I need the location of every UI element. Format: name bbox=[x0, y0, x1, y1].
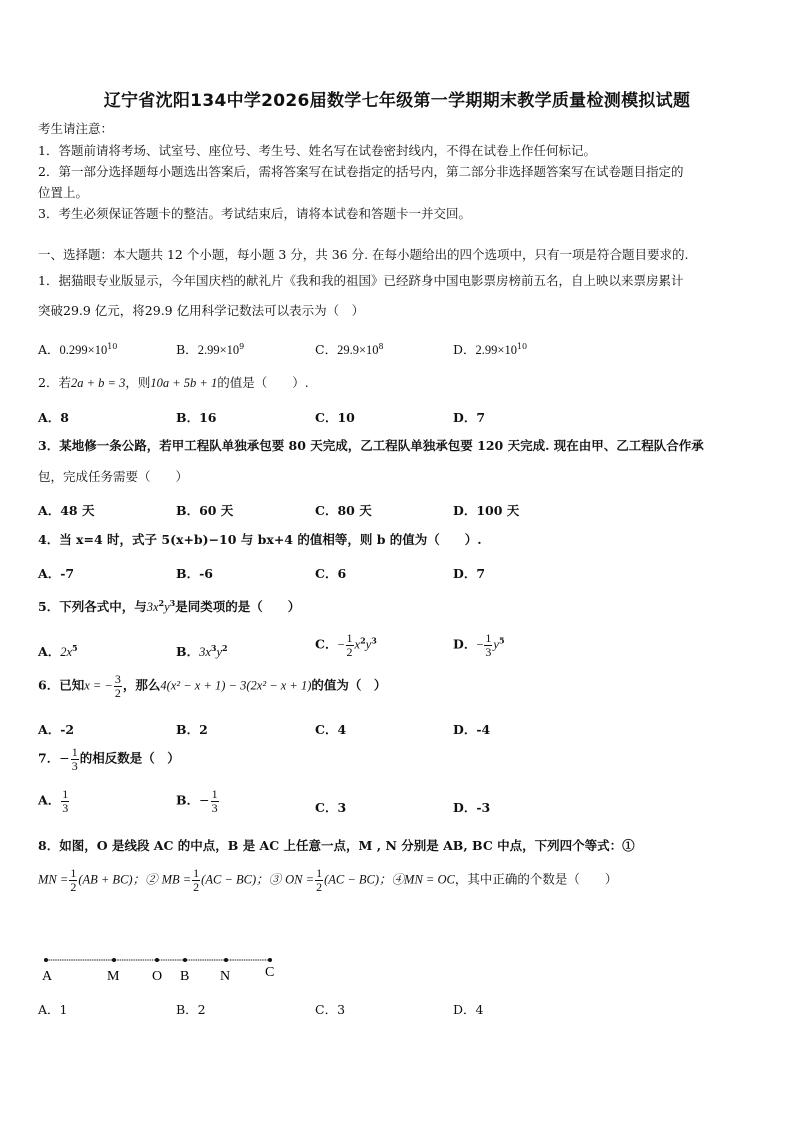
option-label: D． bbox=[453, 636, 477, 652]
q3-text-1: 3．某地修一条公路，若甲工程队单独承包要 80 天完成，乙工程队单独承包要 120 天完成. 现在由甲、乙工程队合作承 bbox=[38, 438, 704, 453]
fraction bbox=[484, 632, 492, 658]
exponent: 2 bbox=[222, 643, 228, 653]
q8-text-2 bbox=[38, 867, 617, 893]
option-label: D． bbox=[453, 342, 476, 357]
option-value: y bbox=[216, 645, 223, 659]
q8-option-c: C．3 bbox=[315, 1002, 346, 1017]
point-label-a: A bbox=[42, 969, 53, 984]
numerator: 3 bbox=[114, 672, 121, 686]
fraction bbox=[114, 673, 122, 699]
exponent: 2 bbox=[158, 598, 165, 608]
q4-option-d: D．7 bbox=[453, 566, 486, 581]
numerator: 1 bbox=[346, 631, 353, 645]
q1-text-1: 1．据猫眼专业版显示，今年国庆档的献礼片《我和我的祖国》已经跻身中国电影票房榜前五名，自上映以来票房累计 bbox=[38, 273, 684, 288]
q1-option-c bbox=[315, 340, 384, 358]
option-value: 2x bbox=[60, 645, 73, 659]
q2-expression: 10a + 5b + 1 bbox=[150, 376, 218, 390]
q2-suffix: 的值是（ ）. bbox=[217, 375, 309, 390]
q7-suffix: 的相反数是（ ） bbox=[79, 750, 180, 766]
point-c-dot bbox=[268, 958, 272, 962]
option-value: x bbox=[354, 637, 361, 652]
point-label-o: O bbox=[152, 969, 163, 984]
point-label-c: C bbox=[265, 965, 275, 980]
point-label-n: N bbox=[220, 969, 231, 984]
equation-1-rhs: (AB + BC)；② bbox=[78, 872, 158, 887]
q2-mid: ，则 bbox=[125, 375, 151, 390]
point-n-dot bbox=[224, 958, 228, 962]
option-value: 2.99×10 bbox=[475, 343, 517, 357]
option-label: B． bbox=[176, 644, 200, 659]
q4-option-b: B．-6 bbox=[176, 566, 213, 581]
q7-option-a bbox=[38, 788, 70, 814]
numerator: 1 bbox=[193, 866, 200, 880]
option-label: B． bbox=[176, 792, 200, 808]
q6-text bbox=[38, 673, 386, 699]
point-label-b: B bbox=[180, 969, 190, 984]
notice-item-2: 2．第一部分选择题每小题选出答案后，需将答案写在试卷指定的括号内，第二部分非选择题答案写在试卷题目指定的 bbox=[38, 164, 684, 179]
exponent: 2 bbox=[360, 635, 366, 646]
line-segment-figure bbox=[30, 950, 290, 990]
equation-4: MN = OC bbox=[404, 872, 455, 887]
minus-sign: − bbox=[199, 792, 210, 808]
point-m-dot bbox=[112, 958, 116, 962]
notice-item-2-cont: 位置上。 bbox=[38, 185, 89, 200]
q4-option-c: C．6 bbox=[315, 566, 347, 581]
q1-option-a bbox=[38, 340, 117, 358]
q7-option-d: D．-3 bbox=[453, 800, 491, 815]
q4-text: 4．当 x=4 时，式子 5(x+b)−10 与 bx+4 的值相等，则 b 的值为（ ）. bbox=[38, 532, 482, 547]
fraction bbox=[192, 867, 200, 893]
exponent: 10 bbox=[107, 342, 118, 351]
numerator: 1 bbox=[485, 631, 492, 645]
q3-option-d: D．100 天 bbox=[453, 503, 520, 518]
q6-option-d: D．-4 bbox=[453, 722, 491, 737]
q5-option-a bbox=[38, 642, 78, 660]
option-label: C． bbox=[315, 342, 338, 357]
denominator: 3 bbox=[211, 800, 218, 815]
equation-3-lhs: ON = bbox=[285, 872, 315, 887]
q6-suffix: 的值为（ ） bbox=[311, 677, 387, 693]
q3-text-2: 包，完成任务需要（ ） bbox=[38, 469, 189, 484]
q5-term-y: y bbox=[164, 600, 170, 614]
q6-option-b: B．2 bbox=[176, 722, 208, 737]
q7-option-b bbox=[176, 788, 220, 814]
exponent: 9 bbox=[239, 342, 245, 351]
option-value: 2.99×10 bbox=[197, 343, 240, 357]
q5-prefix: 5．下列各式中，与 bbox=[38, 599, 147, 614]
exponent: 3 bbox=[210, 643, 217, 653]
q8-option-b: B．2 bbox=[176, 1002, 206, 1017]
minus-sign: − bbox=[59, 750, 70, 766]
option-value: y bbox=[365, 637, 372, 652]
q8-suffix: ，其中正确的个数是（ ） bbox=[454, 871, 618, 887]
equation-2-lhs: MB = bbox=[161, 872, 192, 887]
option-label: A． bbox=[38, 792, 61, 808]
point-o-dot bbox=[155, 958, 159, 962]
q2-option-b: B．16 bbox=[176, 410, 217, 425]
option-label: A． bbox=[38, 342, 60, 357]
q5-text bbox=[38, 599, 300, 615]
q6-mid: ，那么 bbox=[122, 677, 161, 693]
q1-text-2: 突破29.9 亿元，将29.9 亿用科学记数法可以表示为（ ） bbox=[38, 303, 365, 318]
notice-item-3: 3．考生必须保证答题卡的整洁。考试结束后，请将本试卷和答题卡一并交回。 bbox=[38, 206, 471, 221]
option-value: 29.9×10 bbox=[337, 343, 379, 357]
fraction bbox=[69, 867, 77, 893]
numerator: 1 bbox=[70, 866, 77, 880]
page-title: 辽宁省沈阳134中学2026届数学七年级第一学期期末教学质量检测模拟试题 bbox=[103, 91, 691, 111]
exponent: 5 bbox=[72, 643, 78, 653]
q7-option-c: C．3 bbox=[315, 800, 347, 815]
q1-option-d bbox=[453, 340, 527, 358]
denominator: 2 bbox=[346, 644, 353, 659]
numerator: 1 bbox=[71, 745, 78, 759]
q2-option-d: D．7 bbox=[453, 410, 486, 425]
fraction bbox=[71, 746, 79, 772]
fraction bbox=[315, 867, 323, 893]
option-value: 0.299×10 bbox=[59, 343, 108, 357]
equation-2-rhs: (AC − BC)；③ bbox=[201, 872, 282, 887]
numerator: 1 bbox=[211, 787, 218, 801]
minus-sign: − bbox=[337, 637, 345, 652]
notice-item-1: 1．答题前请将考场、试室号、座位号、考生号、姓名写在试卷密封线内，不得在试卷上作任何标记。 bbox=[38, 143, 596, 158]
q5-option-d bbox=[453, 632, 505, 658]
option-label: B． bbox=[176, 342, 198, 357]
point-a-dot bbox=[44, 958, 48, 962]
q6-option-a: A．-2 bbox=[38, 722, 75, 737]
q6-x-equals: x = − bbox=[84, 678, 113, 693]
option-label: C． bbox=[315, 636, 338, 652]
q2-option-a: A．8 bbox=[38, 410, 69, 425]
q5-suffix: 是同类项的是（ ） bbox=[175, 599, 301, 614]
equation-3-rhs: (AC − BC)；④ bbox=[324, 872, 405, 887]
denominator: 2 bbox=[114, 685, 121, 700]
q3-option-b: B．60 天 bbox=[176, 503, 234, 518]
denominator: 3 bbox=[71, 758, 78, 773]
option-value: y bbox=[493, 637, 499, 652]
minus-sign: − bbox=[476, 637, 484, 652]
q2-condition: 2a + b = 3 bbox=[70, 376, 126, 390]
exponent: 3 bbox=[371, 635, 377, 646]
exponent: 5 bbox=[498, 635, 505, 646]
denominator: 2 bbox=[70, 879, 77, 894]
q3-option-c: C．80 天 bbox=[315, 503, 372, 518]
q6-expression: 4(x² − x + 1) − 3(2x² − x + 1) bbox=[160, 678, 312, 693]
option-label: A． bbox=[38, 644, 61, 659]
q7-prefix: 7． bbox=[38, 750, 60, 766]
point-label-m: M bbox=[107, 969, 120, 984]
fraction bbox=[346, 632, 354, 658]
numerator: 1 bbox=[316, 866, 323, 880]
numerator: 1 bbox=[62, 787, 69, 801]
option-value: 3x bbox=[199, 645, 211, 659]
q2-text bbox=[38, 375, 309, 391]
q3-option-a: A．48 天 bbox=[38, 503, 95, 518]
q8-option-d: D．4 bbox=[453, 1002, 484, 1017]
denominator: 3 bbox=[485, 644, 492, 659]
q5-term: 3x bbox=[146, 600, 159, 614]
q4-option-a: A．-7 bbox=[38, 566, 75, 581]
q5-option-b bbox=[176, 642, 228, 660]
denominator: 2 bbox=[316, 879, 323, 894]
exponent: 8 bbox=[378, 342, 384, 351]
notice-heading: 考生请注意： bbox=[38, 121, 114, 136]
q2-option-c: C．10 bbox=[315, 410, 355, 425]
section-heading: 一、选择题：本大题共 12 个小题，每小题 3 分，共 36 分. 在每小题给出的四个选项中，只有一项是符合题目要求的. bbox=[38, 247, 689, 262]
q8-text-1: 8．如图，O 是线段 AC 的中点，B 是 AC 上任意一点，M , N 分别是 AB, BC 中点，下列四个等式：① bbox=[38, 838, 635, 853]
q6-option-c: C．4 bbox=[315, 722, 347, 737]
fraction bbox=[211, 788, 219, 814]
denominator: 2 bbox=[193, 879, 200, 894]
exponent: 3 bbox=[169, 598, 176, 608]
fraction bbox=[61, 788, 69, 814]
equation-1-lhs: MN = bbox=[38, 872, 69, 887]
q8-option-a: A．1 bbox=[38, 1002, 68, 1017]
q1-option-b bbox=[176, 340, 244, 358]
point-b-dot bbox=[183, 958, 187, 962]
q2-prefix: 2．若 bbox=[38, 375, 71, 390]
denominator: 3 bbox=[62, 800, 69, 815]
q5-option-c bbox=[315, 632, 377, 658]
q6-prefix: 6．已知 bbox=[38, 677, 85, 693]
exponent: 10 bbox=[516, 342, 528, 351]
q7-text bbox=[38, 746, 180, 772]
